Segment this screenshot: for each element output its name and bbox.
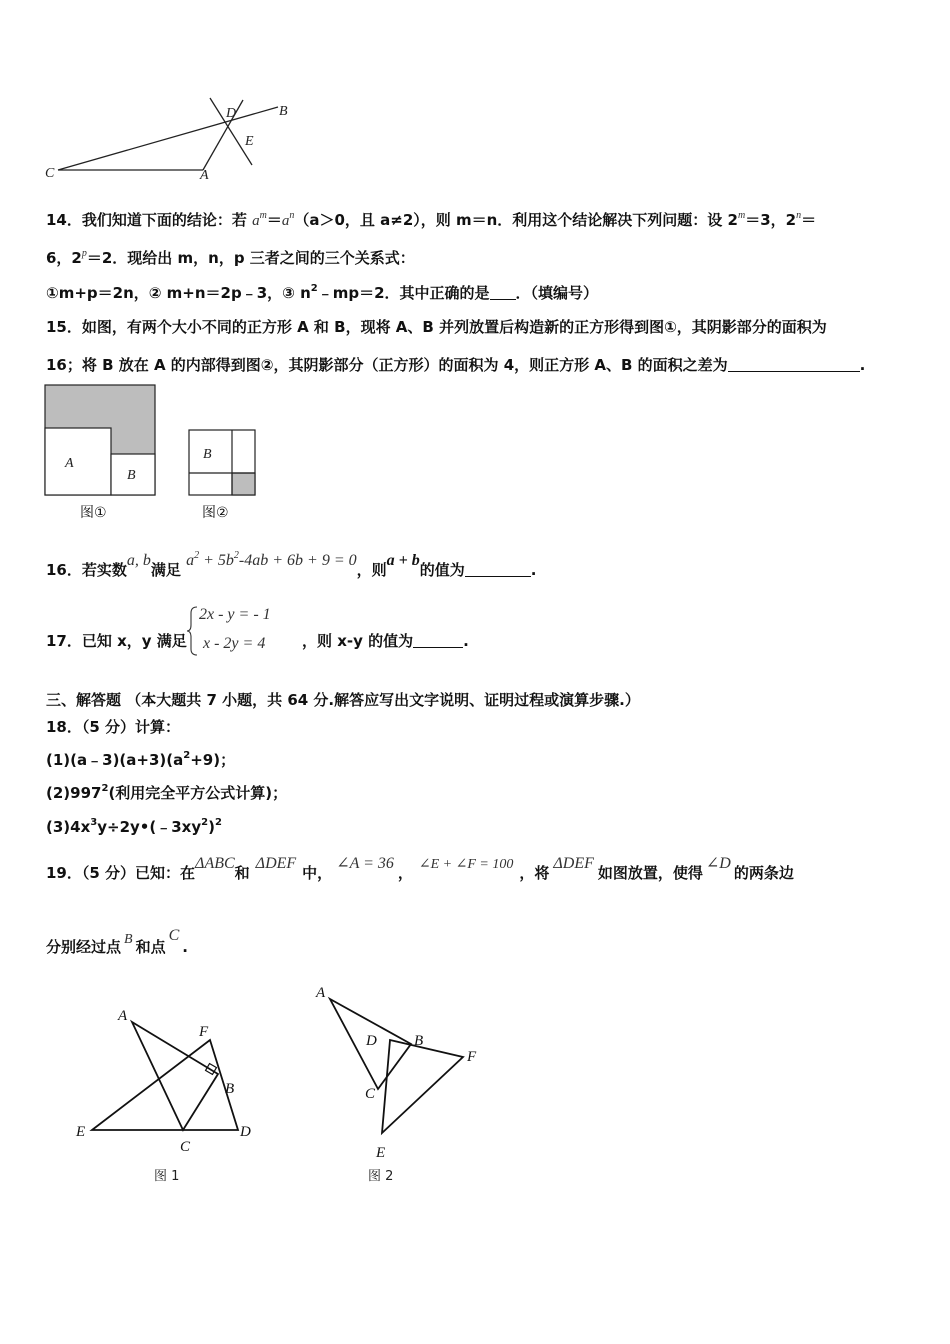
q16-apb: a + b — [386, 552, 420, 569]
q15-text: . — [859, 356, 866, 374]
square-a — [45, 428, 111, 495]
q19-math: B — [124, 932, 133, 947]
q18-text: 18．（5 分）计算： — [46, 718, 181, 736]
q14-exp: 2 — [310, 283, 318, 294]
q18-exp: 2 — [201, 817, 209, 828]
triangle-def — [92, 1040, 238, 1130]
q14-text: 6，2 — [46, 249, 82, 267]
q19-math: C — [168, 927, 180, 944]
q19-math: ΔDEF — [255, 855, 297, 872]
label-c: C — [180, 1139, 191, 1155]
q19-math: ΔABC — [195, 855, 235, 872]
q19-text: 的两条边 — [733, 864, 794, 882]
q14-exp: m — [737, 210, 746, 221]
q14-line1 — [46, 210, 816, 231]
q15-answer-blank[interactable] — [728, 357, 860, 372]
q16-equation — [186, 552, 357, 569]
label-a: A — [200, 168, 209, 183]
q14-line3 — [46, 283, 598, 303]
q17-line — [46, 631, 187, 651]
q18-text: (利用完全平方公式计算)； — [108, 784, 288, 802]
q18-text: ) — [208, 818, 215, 836]
q14-text: ﹣mp＝2．其中正确的是 — [317, 284, 490, 302]
q19-text: 中， — [302, 864, 333, 882]
shaded-square — [232, 473, 255, 495]
label-e: E — [76, 1124, 86, 1140]
q17-answer-blank[interactable] — [413, 633, 463, 648]
q18-text: (2)997 — [46, 784, 102, 802]
q14-text: ．（填编号） — [515, 284, 599, 302]
label-b: B — [279, 104, 288, 119]
label-b: B — [225, 1081, 235, 1097]
q19-line2 — [46, 927, 188, 959]
section-3-title — [46, 690, 640, 710]
q17-tail — [302, 631, 469, 651]
q17-eq1: 2x - y = - 1 — [199, 606, 271, 623]
q16-vars: a, b — [126, 552, 151, 569]
q15-line2 — [46, 355, 865, 375]
q16-text: 满足 — [150, 561, 181, 579]
q14-text: ＝2．现给出 m，n，p 三者之间的三个关系式： — [86, 249, 415, 267]
q19-figure-1 — [70, 1000, 270, 1190]
q14-var: a — [252, 213, 260, 229]
q19-figure-2 — [310, 985, 490, 1190]
q14-exp: m — [259, 210, 267, 221]
q15-figure-2 — [187, 428, 259, 498]
q16-answer-blank[interactable] — [465, 562, 531, 577]
label-f: F — [467, 1049, 477, 1065]
q14-exp: p — [81, 248, 87, 259]
label-f: F — [199, 1024, 209, 1040]
q19-text: . — [182, 938, 188, 956]
q14-text: 14．我们知道下面的结论：若 — [46, 211, 253, 229]
q16-text: 的值为 — [419, 561, 465, 579]
q15-figure-1 — [44, 384, 158, 498]
q15-caption-1: 图① — [80, 505, 107, 521]
label-b: B — [127, 468, 136, 483]
q14-text: ＝3，2 — [745, 211, 797, 229]
brace-icon — [187, 605, 199, 657]
label-d: D — [240, 1124, 251, 1140]
q16-eq-part: -4ab + 6b + 9 = 0 — [238, 552, 357, 569]
q19-math: ∠D — [705, 855, 731, 872]
q14-exp: n — [796, 210, 802, 221]
q18-text: +9)； — [190, 751, 236, 769]
label-c: C — [45, 166, 55, 181]
q18-exp: 2 — [101, 783, 109, 794]
q17-text: . — [463, 632, 469, 650]
label-e: E — [376, 1145, 386, 1161]
label-a: A — [316, 985, 326, 1001]
q16-text: . — [530, 561, 537, 579]
q16-exp: 2 — [233, 550, 239, 561]
q18-head — [46, 717, 180, 737]
q18-text: (3)4x — [46, 818, 91, 836]
q19-text: 和点 — [135, 938, 166, 956]
q18-text: y÷2y•(﹣3xy — [97, 818, 202, 836]
q19-text: 如图放置，使得 — [597, 864, 703, 882]
q16-text: 16．若实数 — [46, 561, 127, 579]
q19-text: ，将 — [519, 864, 550, 882]
q19-text: 分别经过点 — [46, 938, 122, 956]
q19-math: ∠E + ∠F = 100 — [418, 857, 514, 872]
label-c: C — [365, 1086, 376, 1102]
q16-text: ，则 — [356, 561, 387, 579]
q14-var: a — [281, 213, 290, 229]
segment-ad — [203, 100, 243, 170]
q18-exp: 3 — [90, 817, 98, 828]
q18-part3 — [46, 817, 222, 837]
caption: 图 2 — [368, 1169, 394, 1184]
label-d: D — [366, 1033, 377, 1049]
q14-text: ＝ — [266, 211, 282, 229]
q18-part2 — [46, 783, 287, 803]
q17-text: 17．已知 x，y 满足 — [46, 632, 187, 650]
q16-eq-part: + 5b — [199, 552, 234, 569]
q13-figure — [40, 95, 300, 185]
q19-line1 — [46, 855, 794, 885]
q14-answer-blank[interactable] — [490, 285, 516, 300]
label-e: E — [245, 134, 254, 149]
q19-text: 和 — [234, 864, 250, 882]
label-b: B — [203, 447, 212, 462]
q19-text: ， — [397, 864, 413, 882]
q16-exp: 2 — [194, 550, 200, 561]
label-b: B — [414, 1033, 424, 1049]
q18-text: (1)(a﹣3)(a+3)(a — [46, 751, 184, 769]
q15-caption-2: 图② — [202, 505, 229, 521]
q14-text: ＝ — [801, 211, 817, 229]
q16-line — [46, 550, 537, 581]
q18-part1 — [46, 750, 235, 770]
q14-text: （a＞0，且 a≠2），则 m＝n．利用这个结论解决下列问题：设 2 — [294, 211, 738, 229]
triangle-def — [382, 1040, 463, 1133]
q18-exp: 2 — [183, 750, 191, 761]
q17-text: ，则 x-y 的值为 — [302, 632, 414, 650]
q15-line1 — [46, 317, 827, 337]
q14-exp: n — [289, 210, 295, 221]
q19-text: 19．（5 分）已知：在 — [46, 864, 196, 882]
q17-eq2: x - 2y = 4 — [203, 635, 266, 652]
q15-text: 15．如图，有两个大小不同的正方形 A 和 B，现将 A、B 并列放置后构造新的正方形得到图①，其阴影部分的面积为 — [46, 318, 827, 336]
q16-eq-part: a — [186, 552, 195, 569]
section-title-text: 三、解答题 （本大题共 7 小题，共 64 分.解答应写出文字说明、证明过程或演算步骤.） — [46, 691, 640, 709]
label-d: D — [226, 106, 237, 121]
q15-text: 16；将 B 放在 A 的内部得到图②，其阴影部分（正方形）的面积为 4，则正方形 A、B 的面积之差为 — [46, 356, 728, 374]
q18-exp: 2 — [214, 817, 222, 828]
caption: 图 1 — [154, 1169, 180, 1184]
label-a: A — [65, 456, 74, 471]
q14-text: ①m+p＝2n，② m+n＝2p﹣3，③ n — [46, 284, 311, 302]
q19-math: ∠A = 36 — [336, 855, 394, 872]
q19-math: ΔDEF — [553, 855, 594, 872]
label-a: A — [118, 1008, 128, 1024]
q14-line2 — [46, 248, 415, 268]
